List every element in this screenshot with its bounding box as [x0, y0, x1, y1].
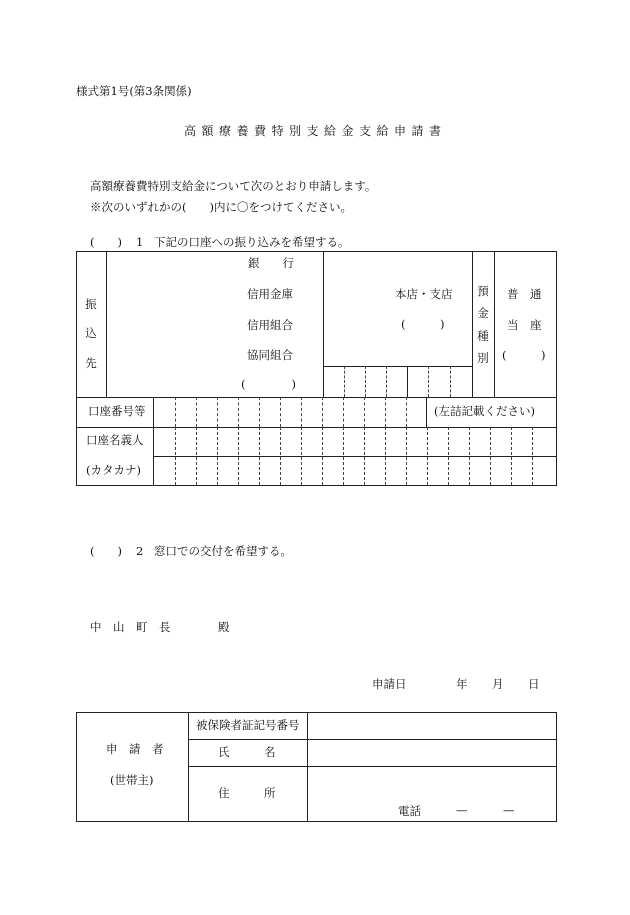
- intro-line1: 高額療養費特別支給金について次のとおり申請します。: [90, 179, 377, 193]
- date-month: 月: [492, 677, 504, 691]
- date-day: 日: [528, 677, 540, 691]
- intro-line2: ※次のいずれかの( )内に〇をつけてください。: [90, 200, 352, 214]
- address-label: 住 所: [218, 786, 276, 800]
- account-holder-label: 口座名義人: [86, 433, 144, 447]
- institution-kyodo[interactable]: 協同組合: [247, 348, 293, 362]
- addressee-name: 中 山 町 長: [90, 620, 171, 634]
- name-field[interactable]: [308, 740, 556, 766]
- addressee-honorific: 殿: [218, 620, 230, 634]
- account-number-note: (左詰記載ください): [434, 404, 535, 418]
- institution-shinkin[interactable]: 信用金庫: [247, 287, 293, 301]
- institution-shinkumi[interactable]: 信用組合: [247, 318, 293, 332]
- institution-other[interactable]: ( ): [241, 377, 296, 391]
- page-title: 高額療養費特別支給金支給申請書: [184, 124, 447, 138]
- household-head-label: (世帯主): [110, 773, 154, 787]
- furikomisaki-label: 振込先: [85, 297, 97, 370]
- deposit-type-futsu[interactable]: 普 通: [507, 287, 542, 301]
- phone-separator-2: —: [503, 803, 515, 817]
- account-holder-kana: (カタカナ): [86, 463, 141, 477]
- phone-label: 電話: [398, 804, 421, 818]
- address-field[interactable]: [308, 767, 556, 821]
- option1-number: 1: [136, 235, 144, 249]
- branch-other[interactable]: ( ): [401, 317, 445, 331]
- option1-text: 下記の口座への振り込みを希望する。: [154, 235, 350, 249]
- deposit-type-toza[interactable]: 当 座: [507, 318, 542, 332]
- option2-text: 窓口での交付を希望する。: [154, 544, 292, 558]
- insurance-number-label: 被保険者証記号番号: [196, 718, 300, 732]
- branch-label[interactable]: 本店・支店: [395, 287, 453, 301]
- account-holder-field[interactable]: [154, 428, 556, 485]
- option2-paren[interactable]: ( ): [90, 544, 122, 558]
- date-year: 年: [456, 677, 468, 691]
- name-label: 氏 名: [218, 745, 276, 759]
- option1-paren[interactable]: ( ): [90, 235, 122, 249]
- option2-number: 2: [136, 544, 144, 558]
- form-id: 様式第1号(第3条関係): [76, 84, 192, 98]
- deposit-type-other[interactable]: ( ): [502, 348, 546, 362]
- phone-separator-1: —: [456, 803, 468, 817]
- institution-bank[interactable]: 銀 行: [248, 256, 294, 270]
- insurance-number-field[interactable]: [308, 713, 556, 739]
- account-number-label: 口座番号等: [88, 404, 146, 418]
- applicant-label: 申 請 者: [106, 742, 164, 756]
- account-number-field[interactable]: [154, 398, 426, 426]
- application-date-label: 申請日: [372, 677, 407, 691]
- deposit-type-label: 預金種別: [477, 284, 489, 366]
